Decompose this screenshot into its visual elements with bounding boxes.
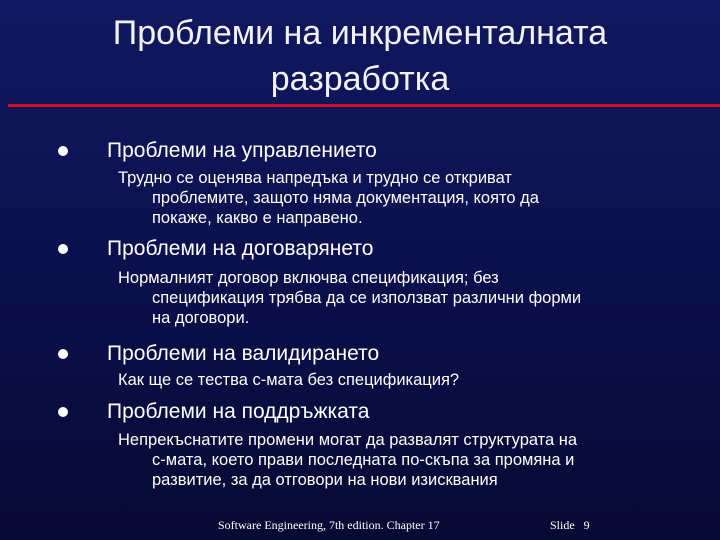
bullet-icon bbox=[58, 146, 68, 156]
slide-number: 9 bbox=[583, 518, 590, 532]
footer-source: Software Engineering, 7th edition. Chapter 17 bbox=[218, 518, 440, 532]
text-line: Как ще се тества с-мата без спецификация? bbox=[118, 371, 460, 389]
text-line: покаже, какво е направено. bbox=[152, 209, 363, 227]
text-line: спецификация трябва да се използват различни форми bbox=[152, 289, 582, 307]
bullet-icon bbox=[58, 244, 68, 254]
text-line: Непрекъснатите промени могат да развалят структурата на bbox=[118, 431, 578, 449]
text-line: на договори. bbox=[152, 309, 250, 327]
footer-slide-number bbox=[550, 518, 590, 533]
title-line-1: Проблеми на инкременталната bbox=[112, 14, 608, 52]
title-divider bbox=[8, 104, 720, 107]
section-heading-contracts: Проблеми на договарянето bbox=[107, 237, 374, 260]
section-text-management bbox=[118, 168, 678, 228]
text-line: Трудно се оценява напредъка и трудно се откриват bbox=[118, 169, 512, 187]
text-line: с-мата, което прави последната по-скъпа за промяна и bbox=[152, 451, 575, 469]
title-line-2: разработка bbox=[270, 60, 450, 98]
section-text-maintenance bbox=[118, 430, 678, 490]
section-heading-management: Проблеми на управлението bbox=[107, 139, 377, 162]
bullet-icon bbox=[58, 349, 68, 359]
slide-title bbox=[40, 10, 680, 102]
text-line: Нормалният договор включва спецификация; без bbox=[118, 269, 499, 287]
text-line: проблемите, защото няма документация, която да bbox=[152, 189, 539, 207]
section-heading-maintenance: Проблеми на поддръжката bbox=[107, 400, 370, 423]
slide-label: Slide bbox=[550, 518, 575, 532]
text-line: развитие, за да отговори на нови изисквания bbox=[152, 471, 498, 489]
section-text-contracts bbox=[118, 268, 678, 328]
section-heading-validation: Проблеми на валидирането bbox=[107, 342, 380, 365]
section-text-validation bbox=[118, 370, 678, 390]
bullet-icon bbox=[58, 407, 68, 417]
